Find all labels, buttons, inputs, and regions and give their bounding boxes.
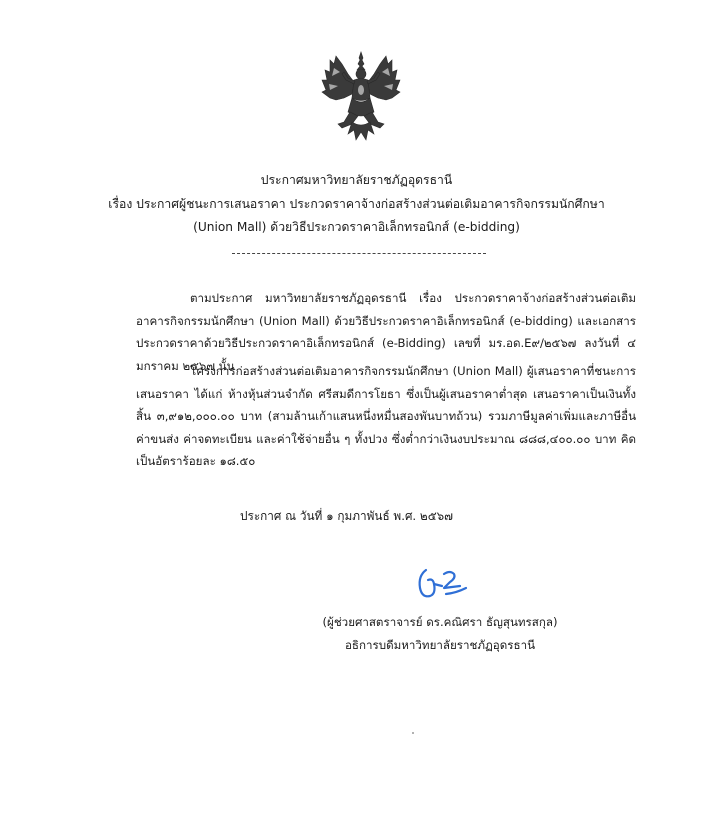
heading-divider <box>232 253 486 254</box>
signer-title: อธิการบดีมหาวิทยาลัยราชภัฏอุดรธานี <box>344 638 536 652</box>
announcement-date: ประกาศ ณ วันที่ ๑ กุมภาพันธ์ พ.ศ. ๒๕๖๗ <box>240 509 454 523</box>
handwritten-signature-icon <box>416 564 472 604</box>
signer-name: (ผู้ช่วยศาสตราจารย์ ดร.คณิศรา ธัญสุนทรสกุล) <box>322 615 558 629</box>
announcement-heading: ประกาศมหาวิทยาลัยราชภัฏอุดรธานี <box>260 173 453 187</box>
body-paragraph-winner: โครงการก่อสร้างส่วนต่อเติมอาคารกิจกรรมนักศึกษา (Union Mall) ผู้เสนอราคาที่ชนะการเสนอราคา ได้แก่ ห้างหุ้นส่วนจำกัด ศรีสมดีการโยธา ซึ่งเป็นผู้เสนอราคาต่ำสุด เสนอราคาเป็นเงินทั้งสิ้น ๓,๙๑๒,๐๐๐.๐๐ บาท (สามล้านเก้าแสนหนึ่งหมื่นสองพันบาทถ้วน) รวมภาษีมูลค่าเพิ่มและภาษีอื่น ค่าขนส่ง ค่าจดทะเบียน และค่าใช้จ่ายอื่น ๆ ทั้งปวง ซึ่งต่ำกว่าเงินงบประมาณ ๘๘๘,๔๐๐.๐๐ บาท คิดเป็นอัตราร้อยละ ๑๘.๕๐ <box>136 364 636 468</box>
announcement-subject: เรื่อง ประกาศผู้ชนะการเสนอราคา ประกวดราคาจ้างก่อสร้างส่วนต่อเติมอาคารกิจกรรมนักศึกษา <box>108 197 605 211</box>
garuda-emblem-icon <box>318 50 404 146</box>
scan-speck <box>412 732 414 734</box>
announcement-subject-continued: (Union Mall) ด้วยวิธีประกวดราคาอิเล็กทรอนิกส์ (e-bidding) <box>193 220 520 234</box>
body-paragraph-reference: ตามประกาศ มหาวิทยาลัยราชภัฏอุดรธานี เรื่อง ประกวดราคาจ้างก่อสร้างส่วนต่อเติมอาคารกิจกรรมนักศึกษา (Union Mall) ด้วยวิธีประกวดราคาอิเล็กทรอนิกส์ (e-bidding) และเอกสารประกวดราคาด้วยวิธีประกวดราคาอิเล็กทรอนิกส์ (e-Bidding) เลขที่ มร.อด.E๙/๒๕๖๗ ลงวันที่ ๔ มกราคม ๒๕๖๗ นั้น <box>136 291 636 373</box>
